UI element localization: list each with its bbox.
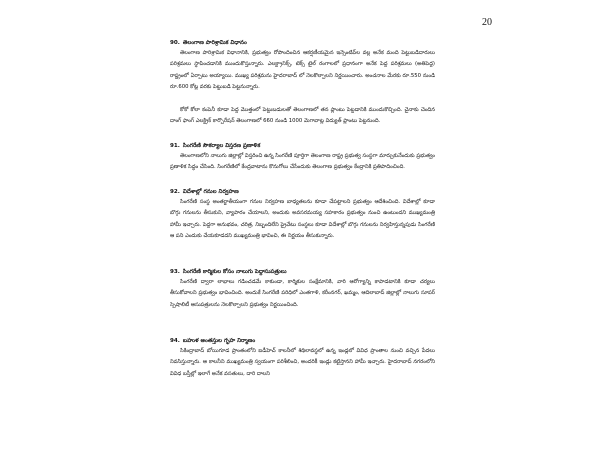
section-number: 94. (170, 338, 180, 344)
section-heading (170, 187, 435, 197)
paragraph: తెలంగాణ పారిశ్రామిక విధానానికి, ప్రభుత్వం రోపొందించిన ఆకర్షణీయమైన ఇన్సెంటివ్‌ల వల్ల అనేక మంది పెట్టుబడిదారులు పరిశ్రమలు స్థాపించడానికి ముందుకొస్తున్నారు. ఎలక్ట్రానిక్స్, టెక్స్ టైల్ రంగాలలో ప్రధానంగా అనేక పెద్ద పరిశ్రమలు (అతిపెద్ద) రాష్ట్రంలో ఏర్పాటు అయ్యాయి. ముఖ్య పరిశ్రమను హైదరాబాద్ లో నెలకొల్పాలని నిర్ణయించారు. అంచనాల మేరకు రూ.550 నుండి రూ.600 కోట్ల వరకు పెట్టుబడి పెట్టనున్నారు. (170, 50, 435, 91)
section-92 (170, 187, 435, 265)
section-heading (170, 267, 435, 277)
section-heading (170, 141, 435, 151)
paragraph: సికింద్రాబాద్ బోయిగూడ ప్రాంతంలోని ఐడీహెచ్ కాలనీలో శిథిలావస్థలో ఉన్న ఇండ్లలో వివిధ ప్రాంతాల నుంచి వచ్చిన పేదలు నివసిస్తున్నారు. ఆ కాలనీని ముఖ్యమంత్రి స్వయంగా పరిశీలించి, అందరికీ ఇండ్లు కట్టిస్తానని హామీ ఇచ్చారు. హైదరాబాద్ నగరంలోని వివిధ బస్తీల్లో ఇలాగే అనేక వసతులు, దారి దాలని (170, 348, 435, 377)
section-title: సింగరేణి సౌకర్యాల విస్తరణ ప్రణాళిక (182, 143, 261, 149)
section-heading (170, 38, 435, 48)
section-number: 93. (170, 269, 180, 275)
section-91 (170, 141, 435, 185)
section-number: 90. (170, 40, 180, 46)
paragraph: తెలంగాణలోని నాలుగు జిల్లాల్లో విస్తరించి ఉన్న సింగరేణి పూర్తిగా తెలంగాణ రాష్ట్ర ప్రభుత్వ సంస్థగా మార్చుకునేందుకు ప్రభుత్వం ప్రణాళిక సిద్ధం చేసింది. సింగరేణిలో కేంద్రవాటాను కొనుగోలు చేసేందుకు తెలంగాణ ప్రభుత్వం కేంద్రానికి ప్రతిపాదించింది. (170, 153, 435, 171)
section-number: 91. (170, 143, 180, 149)
paragraph: కోకో కోలా కంపెనీ కూడా పెద్ద మొత్తంలో పెట్టుబడులతో తెలంగాణలో తన ప్లాంటు పెట్టడానికి ముందుకొచ్చింది. చైనాకు చెందిన దాంగ్ ఫాంగ్ ఎలక్ట్రిక్ కార్పొరేషన్ తెలంగాణలో 660 నుండి 1000 మెగావాట్ల విద్యుత్ ప్లాంటు పెట్టనుంది. (170, 107, 435, 125)
page-number: 20 (482, 17, 492, 28)
paragraph: సింగరేణి సంస్థ అంతర్జాతీయంగా గనుల నిర్వహణ బాధ్యతలను కూడా చేపట్టాలని ప్రభుత్వం ఆదేశించింది. విదేశాల్లో కూడా బొగ్గు గనులను తీసుకుని, వ్యాపారం చేయాలని, అందుకు అవసరమయ్య సహకారం ప్రభుత్వం నుంచి ఉంటుందని ముఖ్యమంత్రి హామీ ఇచ్చారు. పెద్దగా అనుభవం, చరిత్ర, నిబ్బందిలేని ప్రైవేటు సంస్థలు కూడా విదేశాల్లో బొగ్గు గనులను నిర్వహిస్తున్నపుడు సింగరేణి ఆ పని ఎందుకు చేయకూడదని ముఖ్యమంత్రి భావించి, ఈ నిర్ణయం తీసుకున్నారు. (170, 199, 435, 240)
paragraph: సింగరేణి ద్వారా లాభాలు గడించడమే కాకుండా, కార్మికుల సంక్షేమానికి, వారి ఆరోగ్యాన్ని కాపాడటానికి కూడా చర్యలు తీసుకోవాలని ప్రభుత్వం భావించింది. అందుకే సింగరేణి పరిధిలో ఎంతగాళి, కరీంనగర్, ఖమ్మం, ఆదిలాబాద్ జిల్లాల్లో నాలుగు సూపర్ స్పెషాలిటీ ఆసుపత్రులను నెలకొల్పాలని ప్రభుత్వం నిర్ణయించింది. (170, 279, 435, 308)
section-title: బహుళ అంతస్తుల గృహ నిర్మాణం (182, 338, 256, 344)
section-title: సింగరేణి కార్మికుల కోసం నాలుగు పెద్దాసుపత్రులు (182, 269, 287, 275)
section-title: విదేశాల్లో గనుల నిర్వహణ (182, 189, 239, 195)
section-90 (170, 38, 435, 139)
document-body (170, 38, 435, 394)
section-heading (170, 336, 435, 346)
section-number: 92. (170, 189, 180, 195)
section-93 (170, 267, 435, 334)
section-94 (170, 336, 435, 392)
section-title: తెలంగాణ పారిశ్రామిక విధానం (182, 40, 247, 46)
